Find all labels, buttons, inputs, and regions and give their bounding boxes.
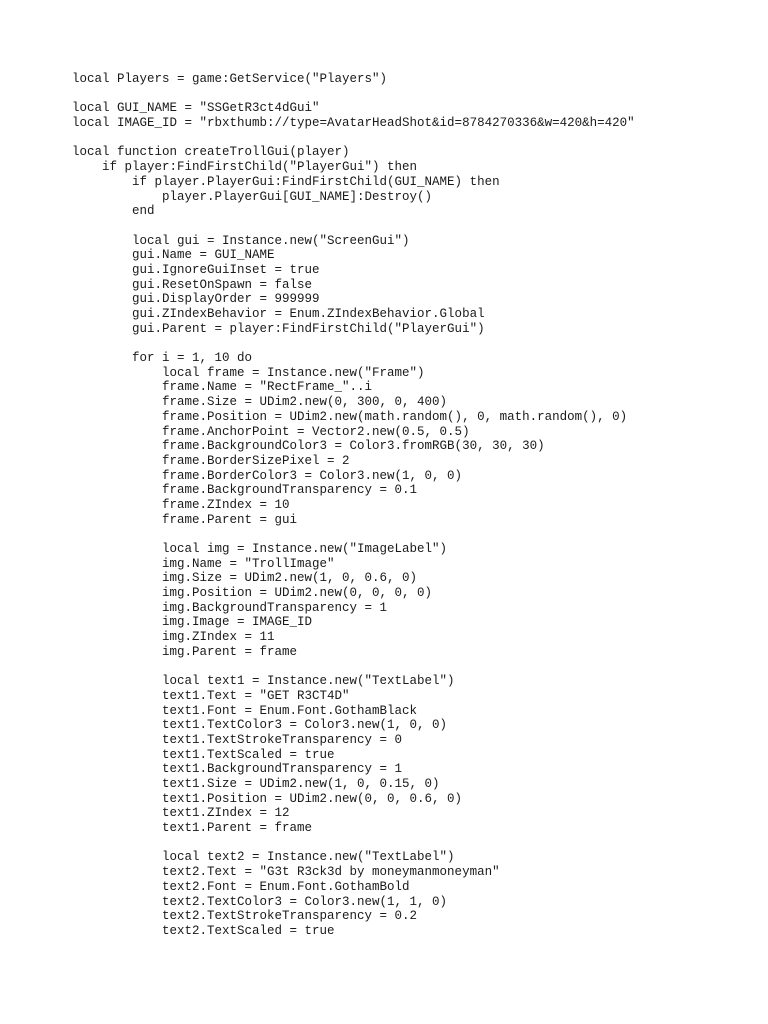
code-line: img.Size = UDim2.new(1, 0, 0.6, 0)	[72, 571, 418, 586]
code-line: local IMAGE_ID = "rbxthumb://type=AvatarHeadShot&id=8784270336&w=420&h=420"	[72, 116, 635, 131]
code-line: local img = Instance.new("ImageLabel")	[72, 542, 448, 556]
code-line: img.Position = UDim2.new(0, 0, 0, 0)	[72, 586, 433, 601]
code-line: text1.TextScaled = true	[72, 747, 335, 762]
code-line: img.ZIndex = 11	[72, 630, 275, 645]
code-line: text1.Parent = frame	[72, 821, 313, 836]
code-listing	[72, 72, 635, 939]
code-line: img.Name = "TrollImage"	[72, 556, 335, 571]
code-line: text2.TextStrokeTransparency = 0.2	[72, 909, 418, 924]
code-line: frame.BorderColor3 = Color3.new(1, 0, 0)	[72, 468, 463, 483]
code-line: frame.Position = UDim2.new(math.random(), 0, math.random(), 0)	[72, 409, 628, 424]
code-line: text1.Size = UDim2.new(1, 0, 0.15, 0)	[72, 777, 440, 791]
code-line: img.Parent = frame	[72, 644, 298, 659]
code-line: text1.Font = Enum.Font.GothamBlack	[72, 703, 418, 718]
code-line	[72, 131, 635, 146]
code-line: gui.IgnoreGuiInset = true	[72, 262, 320, 277]
code-line: frame.BorderSizePixel = 2	[72, 453, 350, 468]
code-line: frame.Size = UDim2.new(0, 300, 0, 400)	[72, 395, 448, 410]
code-line: frame.BackgroundTransparency = 0.1	[72, 483, 418, 498]
code-line: if player.PlayerGui:FindFirstChild(GUI_NAME) then	[72, 174, 500, 189]
code-line: text2.Font = Enum.Font.GothamBold	[72, 879, 410, 894]
code-line: img.BackgroundTransparency = 1	[72, 600, 388, 615]
code-line: img.Image = IMAGE_ID	[72, 615, 313, 630]
code-line: text1.TextColor3 = Color3.new(1, 0, 0)	[72, 718, 448, 733]
code-line: local text1 = Instance.new("TextLabel")	[72, 674, 455, 689]
code-line: frame.AnchorPoint = Vector2.new(0.5, 0.5)	[72, 424, 470, 439]
code-line: local function createTrollGui(player)	[72, 145, 350, 160]
code-line: text1.TextStrokeTransparency = 0	[72, 732, 403, 747]
code-line	[72, 527, 635, 542]
code-line: frame.ZIndex = 10	[72, 497, 290, 512]
code-line: local GUI_NAME = "SSGetR3ct4dGui"	[72, 101, 320, 116]
code-line	[72, 836, 635, 851]
code-line: local frame = Instance.new("Frame")	[72, 365, 425, 380]
code-line: gui.ResetOnSpawn = false	[72, 277, 313, 292]
code-line: frame.Name = "RectFrame_"..i	[72, 380, 373, 395]
code-line: gui.Name = GUI_NAME	[72, 248, 275, 263]
code-line: text2.TextColor3 = Color3.new(1, 1, 0)	[72, 894, 448, 909]
code-line	[72, 87, 635, 102]
code-line: text1.BackgroundTransparency = 1	[72, 762, 403, 777]
code-line	[72, 219, 635, 234]
code-line: local Players = game:GetService("Players")	[72, 72, 388, 86]
code-line: local text2 = Instance.new("TextLabel")	[72, 850, 455, 865]
code-line: text1.Position = UDim2.new(0, 0, 0.6, 0)	[72, 791, 463, 806]
code-line: for i = 1, 10 do	[72, 351, 253, 366]
code-line: gui.ZIndexBehavior = Enum.ZIndexBehavior.Global	[72, 307, 485, 321]
code-line: text1.ZIndex = 12	[72, 806, 290, 821]
code-line: text1.Text = "GET R3CT4D"	[72, 688, 350, 703]
code-line: gui.DisplayOrder = 999999	[72, 292, 320, 307]
code-line: gui.Parent = player:FindFirstChild("PlayerGui")	[72, 321, 485, 336]
code-line: local gui = Instance.new("ScreenGui")	[72, 233, 410, 248]
code-line: player.PlayerGui[GUI_NAME]:Destroy()	[72, 189, 433, 204]
code-line	[72, 660, 635, 675]
code-line: text2.TextScaled = true	[72, 923, 335, 938]
code-line: frame.Parent = gui	[72, 512, 298, 527]
code-line: if player:FindFirstChild("PlayerGui") then	[72, 160, 418, 175]
code-line	[72, 336, 635, 351]
code-line: frame.BackgroundColor3 = Color3.fromRGB(30, 30, 30)	[72, 439, 545, 454]
code-line: end	[72, 204, 155, 219]
code-line: text2.Text = "G3t R3ck3d by moneymanmoneyman"	[72, 865, 500, 880]
